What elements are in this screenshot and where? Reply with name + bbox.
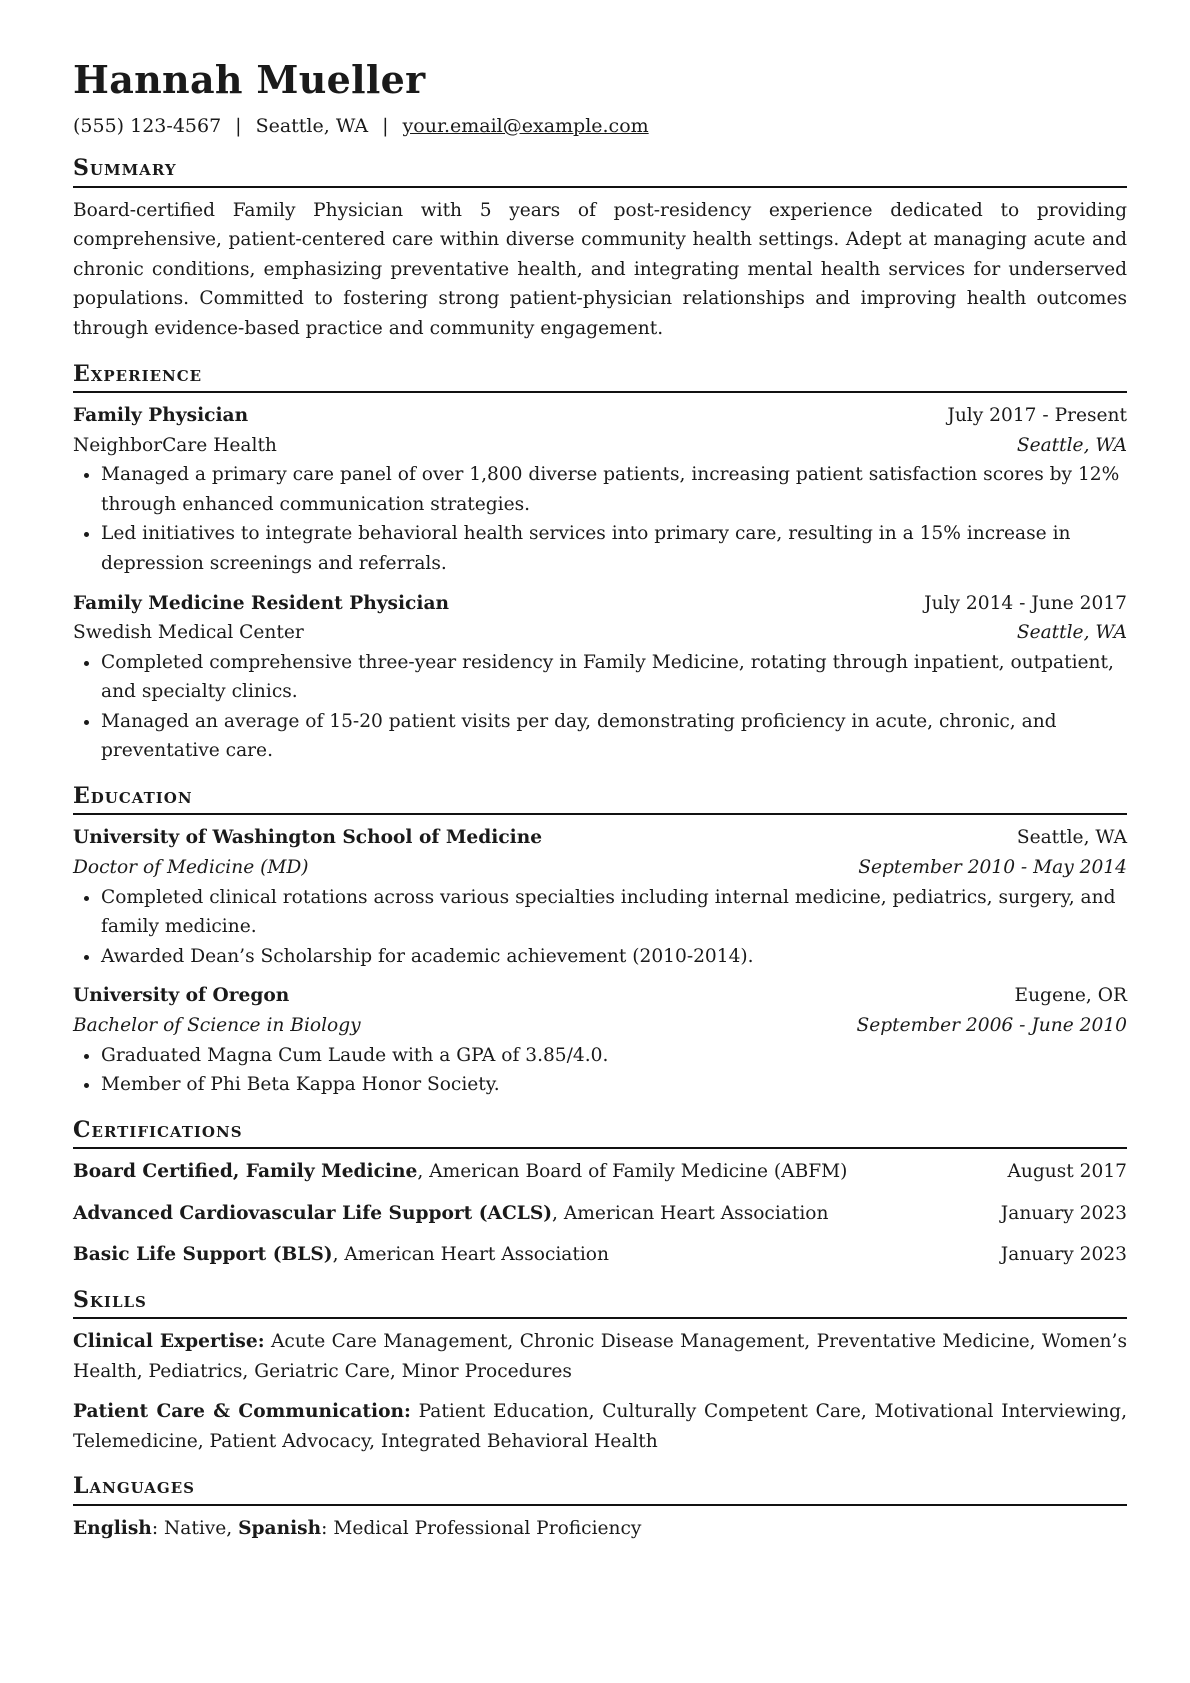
section-title-experience: Experience	[73, 362, 1127, 393]
certification-issuer: , American Heart Association	[552, 1202, 829, 1224]
school-name: University of Washington School of Medicine	[73, 827, 543, 849]
certification-date: January 2023	[1000, 1202, 1127, 1224]
certification-text	[73, 1157, 847, 1187]
degree: Bachelor of Science in Biology	[73, 1014, 361, 1036]
section-title-skills: Skills	[73, 1288, 1127, 1319]
experience-entry	[73, 401, 1127, 579]
skill-group	[73, 1327, 1127, 1386]
section-title-certifications: Certifications	[73, 1118, 1127, 1149]
certification-text	[73, 1240, 609, 1270]
bullet-list	[73, 460, 1127, 578]
education-dates: September 2006 - June 2010	[856, 1014, 1127, 1036]
education-entry	[73, 981, 1127, 1099]
school-name: University of Oregon	[73, 985, 290, 1007]
job-location: Seattle, WA	[1016, 622, 1127, 644]
certification-text	[73, 1199, 828, 1229]
entry-subheader	[73, 1011, 1127, 1041]
job-title: Family Medicine Resident Physician	[73, 592, 450, 614]
bullet-list	[73, 883, 1127, 972]
entry-subheader	[73, 853, 1127, 883]
employer: Swedish Medical Center	[73, 622, 304, 644]
bullet-item: • Graduated Magna Cum Laude with a GPA of 3.85/4.0.	[101, 1041, 1127, 1071]
bullet-item: • Managed an average of 15-20 patient visits per day, demonstrating proficiency in acute, chronic, and preventative care.	[101, 707, 1127, 766]
bullet-item: • Awarded Dean’s Scholarship for academic achievement (2010-2014).	[101, 942, 1127, 972]
education-dates: September 2010 - May 2014	[858, 856, 1127, 878]
certification-name: Board Certified, Family Medicine	[73, 1161, 418, 1182]
bullet-item: • Completed comprehensive three-year residency in Family Medicine, rotating through inpatient, outpatient, and specialty clinics.	[101, 648, 1127, 707]
languages-line	[73, 1514, 1127, 1544]
bullet-item: • Managed a primary care panel of over 1,800 diverse patients, increasing patient satisfaction scores by 12% through enhanced communication strategies.	[101, 460, 1127, 519]
job-dates: July 2017 - Present	[947, 404, 1127, 426]
summary-section	[73, 156, 1127, 343]
certification-item	[73, 1157, 1127, 1187]
section-title-languages: Languages	[73, 1474, 1127, 1505]
entry-header	[73, 401, 1127, 431]
languages-section	[73, 1474, 1127, 1543]
certification-issuer: , American Heart Association	[332, 1244, 609, 1266]
bullet-list	[73, 648, 1127, 766]
job-title: Family Physician	[73, 404, 249, 426]
bullet-item: • Completed clinical rotations across various specialties including internal medicine, pediatrics, surgery, and family medicine.	[101, 883, 1127, 942]
contact-line	[73, 114, 1127, 139]
skill-group	[73, 1397, 1127, 1456]
bullet-item: • Led initiatives to integrate behavioral health services into primary care, resulting in a 15% increase in depression screenings and referrals.	[101, 519, 1127, 578]
language-level: : Native,	[151, 1517, 239, 1539]
section-title-summary: Summary	[73, 156, 1127, 187]
experience-entry	[73, 589, 1127, 767]
skill-list: Patient Education, Culturally Competent Care, Motivational Interviewing, Telemedicine, Patient Advocacy, Integrated Behavioral Health	[73, 1401, 1127, 1452]
certification-item	[73, 1240, 1127, 1270]
experience-section	[73, 362, 1127, 766]
degree: Doctor of Medicine (MD)	[73, 856, 309, 878]
education-entry	[73, 823, 1127, 971]
school-location: Eugene, OR	[1014, 985, 1127, 1007]
section-title-education: Education	[73, 784, 1127, 815]
job-dates: July 2014 - June 2017	[924, 592, 1127, 614]
school-location: Seattle, WA	[1016, 827, 1127, 849]
entry-header	[73, 823, 1127, 853]
entry-header	[73, 981, 1127, 1011]
language-level: : Medical Professional Proficiency	[321, 1517, 642, 1539]
language-name: English	[73, 1517, 152, 1539]
certification-name: Basic Life Support (BLS)	[73, 1244, 333, 1266]
contact-location: Seattle, WA	[255, 114, 369, 137]
language-name: Spanish	[238, 1517, 322, 1539]
entry-header	[73, 589, 1127, 619]
job-location: Seattle, WA	[1016, 434, 1127, 456]
entry-subheader	[73, 431, 1127, 461]
education-section	[73, 784, 1127, 1100]
employer: NeighborCare Health	[73, 434, 277, 456]
contact-separator: |	[235, 114, 242, 137]
skill-list: Acute Care Management, Chronic Disease Management, Preventative Medicine, Women’s Health, Pediatrics, Geriatric Care, Minor Procedures	[73, 1331, 1127, 1382]
contact-separator: |	[382, 114, 389, 137]
summary-text: Board-certified Family Physician with 5 years of post-residency experience dedicated to providing comprehensive, patient-centered care within diverse community health settings. Adept at managing acute and chronic conditions, emphasizing preventative health, and integrating mental health services for underserved populations. Committed to fostering strong patient-physician relationships and improving health outcomes through evidence-based practice and community engagement.	[73, 199, 1127, 340]
bullet-list	[73, 1041, 1127, 1100]
email-link[interactable]: your.email@example.com	[402, 114, 649, 137]
skill-label: Patient Care & Communication:	[73, 1401, 411, 1423]
certifications-section	[73, 1118, 1127, 1270]
certification-issuer: , American Board of Family Medicine (ABFM)	[417, 1161, 848, 1182]
certification-date: January 2023	[1000, 1244, 1127, 1266]
phone-number: (555) 123-4567	[73, 114, 222, 137]
skills-section	[73, 1288, 1127, 1457]
candidate-name: Hannah Mueller	[73, 57, 426, 102]
certification-item	[73, 1199, 1127, 1229]
certification-date: August 2017	[1007, 1161, 1127, 1182]
bullet-item: • Member of Phi Beta Kappa Honor Society.	[101, 1070, 1127, 1100]
skill-label: Clinical Expertise:	[73, 1331, 265, 1353]
entry-subheader	[73, 618, 1127, 648]
certification-name: Advanced Cardiovascular Life Support (ACLS)	[73, 1202, 553, 1224]
